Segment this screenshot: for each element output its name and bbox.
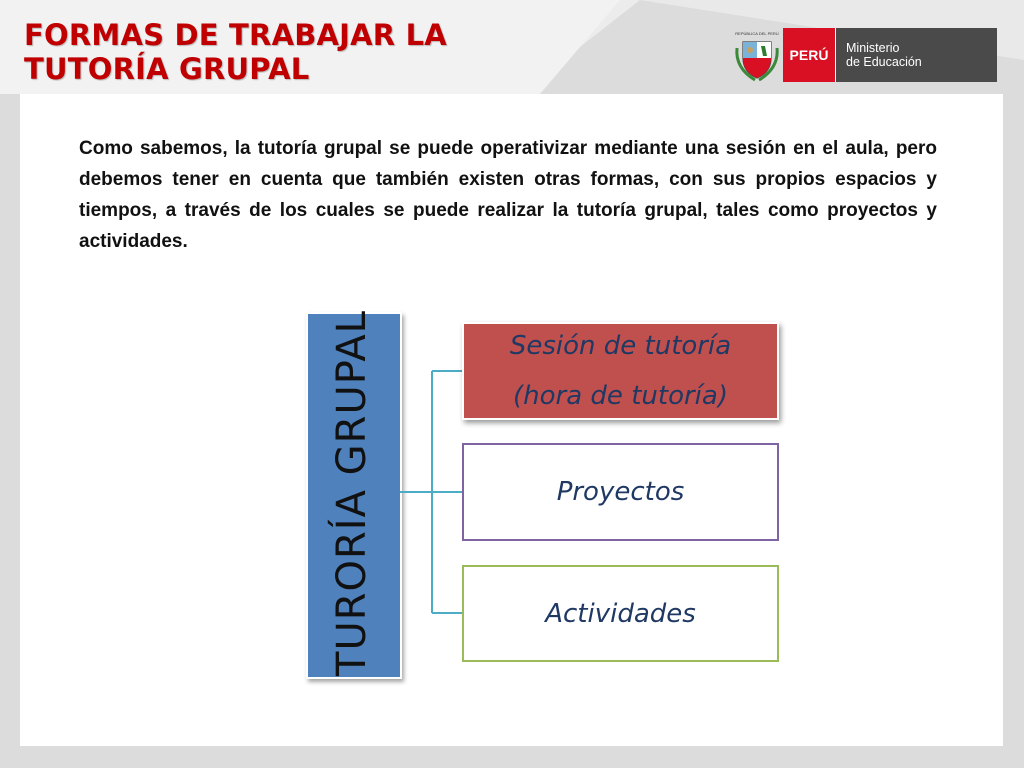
ministry-line-2: de Educación (846, 55, 922, 69)
node-2-label: Proyectos (556, 477, 685, 507)
title-line-1: FORMAS DE TRABAJAR LA (24, 18, 447, 52)
diagram-root-label: TURORÍA GRUPAL (329, 310, 375, 676)
node-1-line-2: (hora de tutoría) (513, 381, 728, 411)
intro-paragraph: Como sabemos, la tutoría grupal se puede operativizar mediante una sesión en el aula, pero debemos tener en cuenta que también existen otras formas, con sus propios espacios y tiempos, a través de los cuales se puede realizar la tutoría grupal, tales como proyectos y actividades. (79, 138, 937, 252)
node-proyectos (462, 443, 779, 541)
title-line-2: TUTORÍA GRUPAL (24, 52, 310, 86)
crest-text: REPÚBLICA DEL PERÚ (735, 31, 779, 36)
node-1-line-1: Sesión de tutoría (509, 331, 732, 361)
node-sesion-de-tutoria (462, 322, 779, 420)
ministry-line-1: Ministerio (846, 41, 900, 55)
node-actividades (462, 565, 779, 662)
peru-label: PERÚ (783, 28, 835, 82)
node-3-label: Actividades (545, 598, 696, 629)
